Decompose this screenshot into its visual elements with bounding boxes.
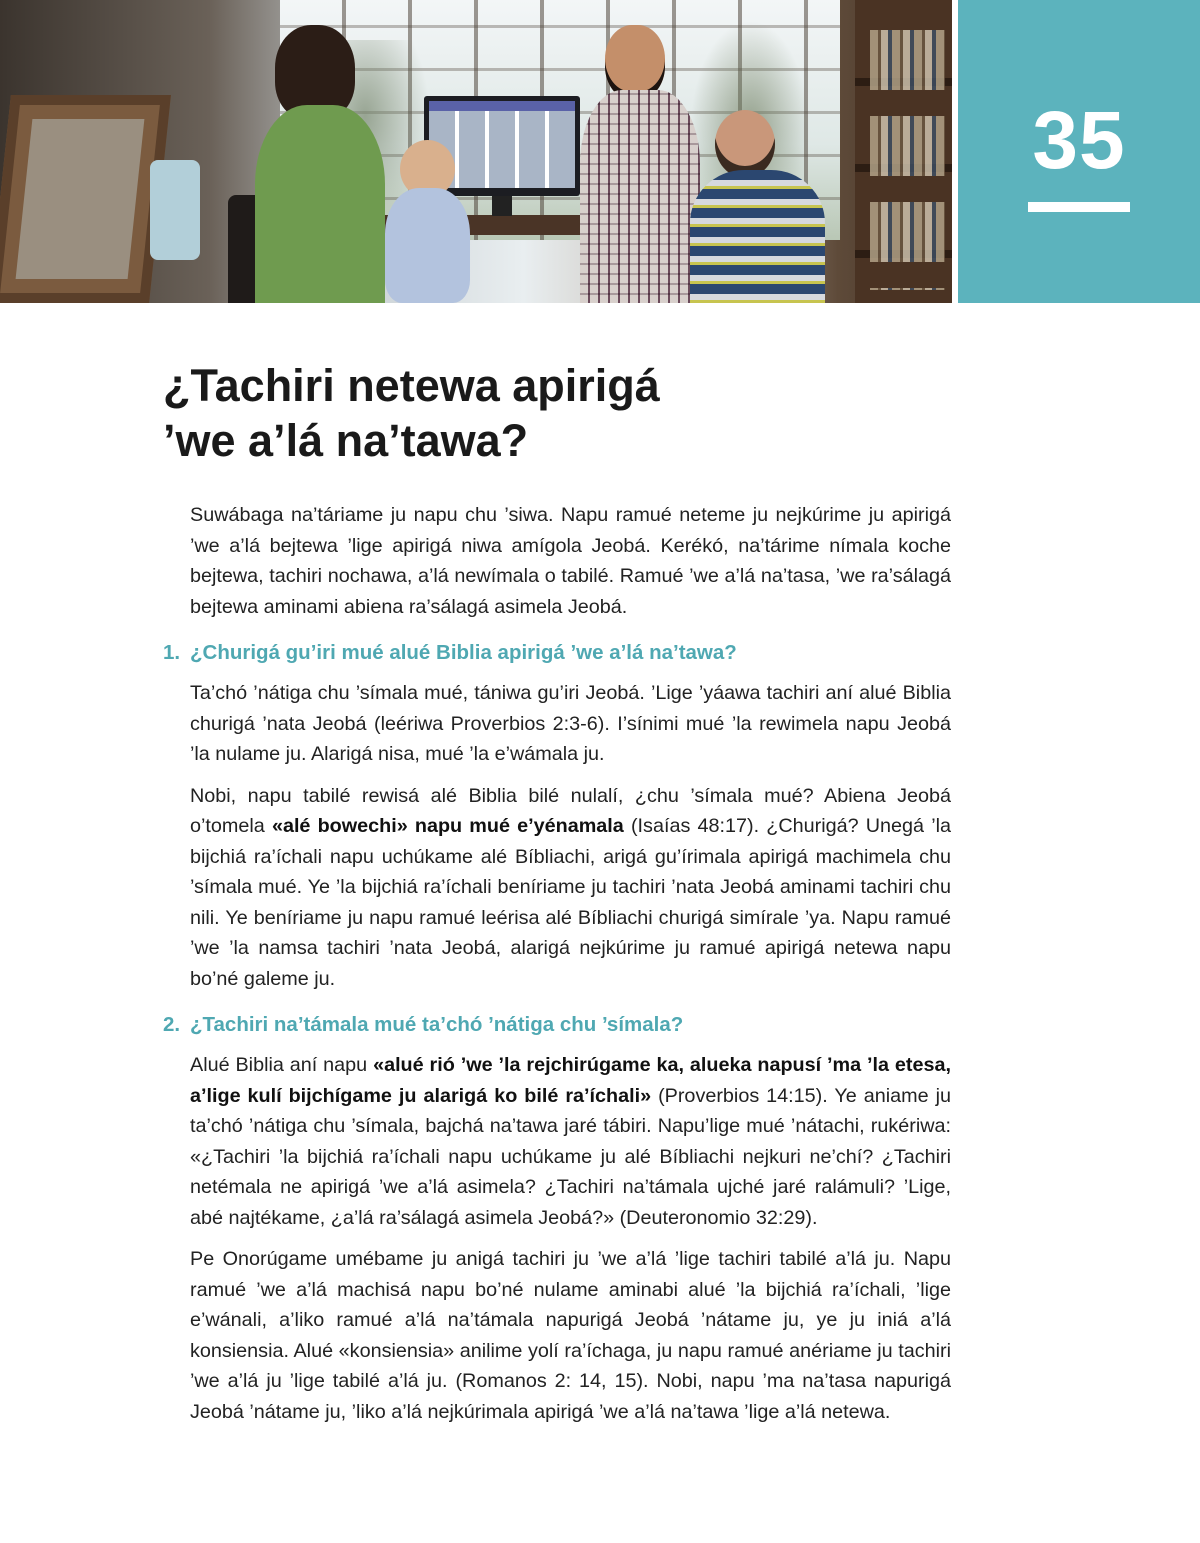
- section-heading-text: ¿Churigá gu’iri mué alué Biblia apirigá ’we a’lá na’tawa?: [190, 641, 737, 664]
- lesson-content: [163, 500, 951, 1438]
- boy-figure: [690, 110, 830, 303]
- text-run: Alué Biblia aní napu: [190, 1054, 374, 1076]
- section-2-paragraph-1: [190, 1050, 951, 1233]
- books: [870, 30, 945, 290]
- page-title: [163, 358, 963, 468]
- baby-figure: [385, 140, 475, 303]
- page-title-line1: ¿Tachiri netewa apirigá: [163, 360, 660, 411]
- section-number: 2.: [163, 1013, 181, 1036]
- lesson-number-tab: [958, 0, 1200, 303]
- text-run: Nobi, napu tabilé rewisá alé Biblia bilé nulalí, ¿chu ’símala mué? Abiena Jeobá o’tomela: [190, 784, 951, 837]
- monitor-stand: [492, 196, 512, 216]
- man-figure: [580, 25, 700, 303]
- bold-quote: «alué rió ’we ’la rejchirúgame ka, alueka napusí ’ma ’la etesa, a’lige kulí bijchígame ju alarigá ko bilé ra’íchali»: [190, 1054, 951, 1107]
- intro-paragraph: Suwábaga na’táriame ju napu chu ’siwa. Napu ramué neteme ju nejkúrime ju apirigá ’we a’lá bejtewa ’lige apirigá niwa amígola Jeobá. Kerékó, na’tárime nímala koche bejtewa, tachiri nochawa, a’lá newímala o tabilé. Ramué ’we a’lá na’tasa, ’we ra’sálagá bejtewa aminami abiena ra’sálagá asimela Jeobá.: [190, 504, 951, 618]
- section-heading-1: [163, 638, 951, 668]
- header-photo: [0, 0, 952, 303]
- section-number: 1.: [163, 641, 181, 664]
- text-run: (Proverbios 14:15). Ye aniame ju ta’chó ’nátiga chu ’símala, bajchá na’tawa jaré tábiri. Napu’lige mué ’nátachi, rukériwa: «¿Tachiri ’la bijchiá ra’íchali napu uchúkame ju alé Bíbliachi nejkuri ne’chí? ¿Tachiri netémala ne apirigá ’we a’lá asimela? ¿Tachiri na’támala ujché jaré ralámuli? ’Lige, abé najtékame, ¿a’lá ra’sálagá asimela Jeobá?» (Deuteronomio 32:29).: [190, 1084, 951, 1229]
- picture-frame: [0, 95, 171, 303]
- section-1-paragraph-1: Ta’chó ’nátiga chu ’símala mué, tániwa gu’iri Jeobá. ’Lige ’yáawa tachiri aní alué Biblia churigá ’nata Jeobá (leériwa Proverbios 2:3-6). I’sínimi mué ’la rewimela napu Jeobá ’la nulame ju. Alarigá nisa, mué ’la e’wámala ju.: [190, 682, 951, 765]
- section-heading-2: [163, 1010, 951, 1040]
- page-title-line2: ’we a’lá na’tawa?: [163, 415, 529, 466]
- woman-figure: [235, 25, 385, 303]
- section-2-paragraph-2: Pe Onorúgame umébame ju anigá tachiri ju ’we a’lá ’lige tachiri tabilé a’lá ju. Napu ramué ’we a’lá machisá napu bo’né nulame aminabi alué ’la bijchiá ra’íchali, ’lige e’wánali, a’liko ramué a’lá na’támala napurigá Jeobá ’nátame ju, ye ju iniá a’lá konsiensia. Alué «konsiensia» anilime yolí ra’íchaga, ju napu ramué anériame ju tachiri ’we a’lá ju ’lige tabilé a’lá ju. (Romanos 2: 14, 15). Nobi, napu ’ma na’tasa napurigá Jeobá ’nátame ju, ’liko a’lá nejkúrimala apirigá ’we a’lá na’tawa ’lige a’lá netewa.: [190, 1248, 951, 1423]
- lesson-number: 35: [1032, 95, 1126, 186]
- sippy-cup: [150, 160, 200, 260]
- section-1-paragraph-2: [190, 781, 951, 995]
- bold-quote: «alé bowechi» napu mué e’yénamala: [271, 815, 624, 837]
- text-run: (Isaías 48:17). ¿Churigá? Unegá ’la bijchiá ra’íchali napu uchúkame alé Bíbliachi, arigá gu’írimala apirigá machimela chu ’símala mué. Ye ’la bijchiá ra’íchali beníriame ju tachiri ’nata Jeobá aminami tachiri chu nili. Ye beníriame ju napu ramué leérisa alé Bíbliachi churigá simírale ’ya. Napu ramué ’we ’la namsa tachiri ’nata Jeobá, alarigá nejkúrime ju ramué apirigá netewa napu bo’né galeme ju.: [190, 815, 951, 990]
- lesson-number-underline: [1028, 202, 1130, 212]
- section-heading-text: ¿Tachiri na’támala mué ta’chó ’nátiga chu ’símala?: [190, 1013, 684, 1036]
